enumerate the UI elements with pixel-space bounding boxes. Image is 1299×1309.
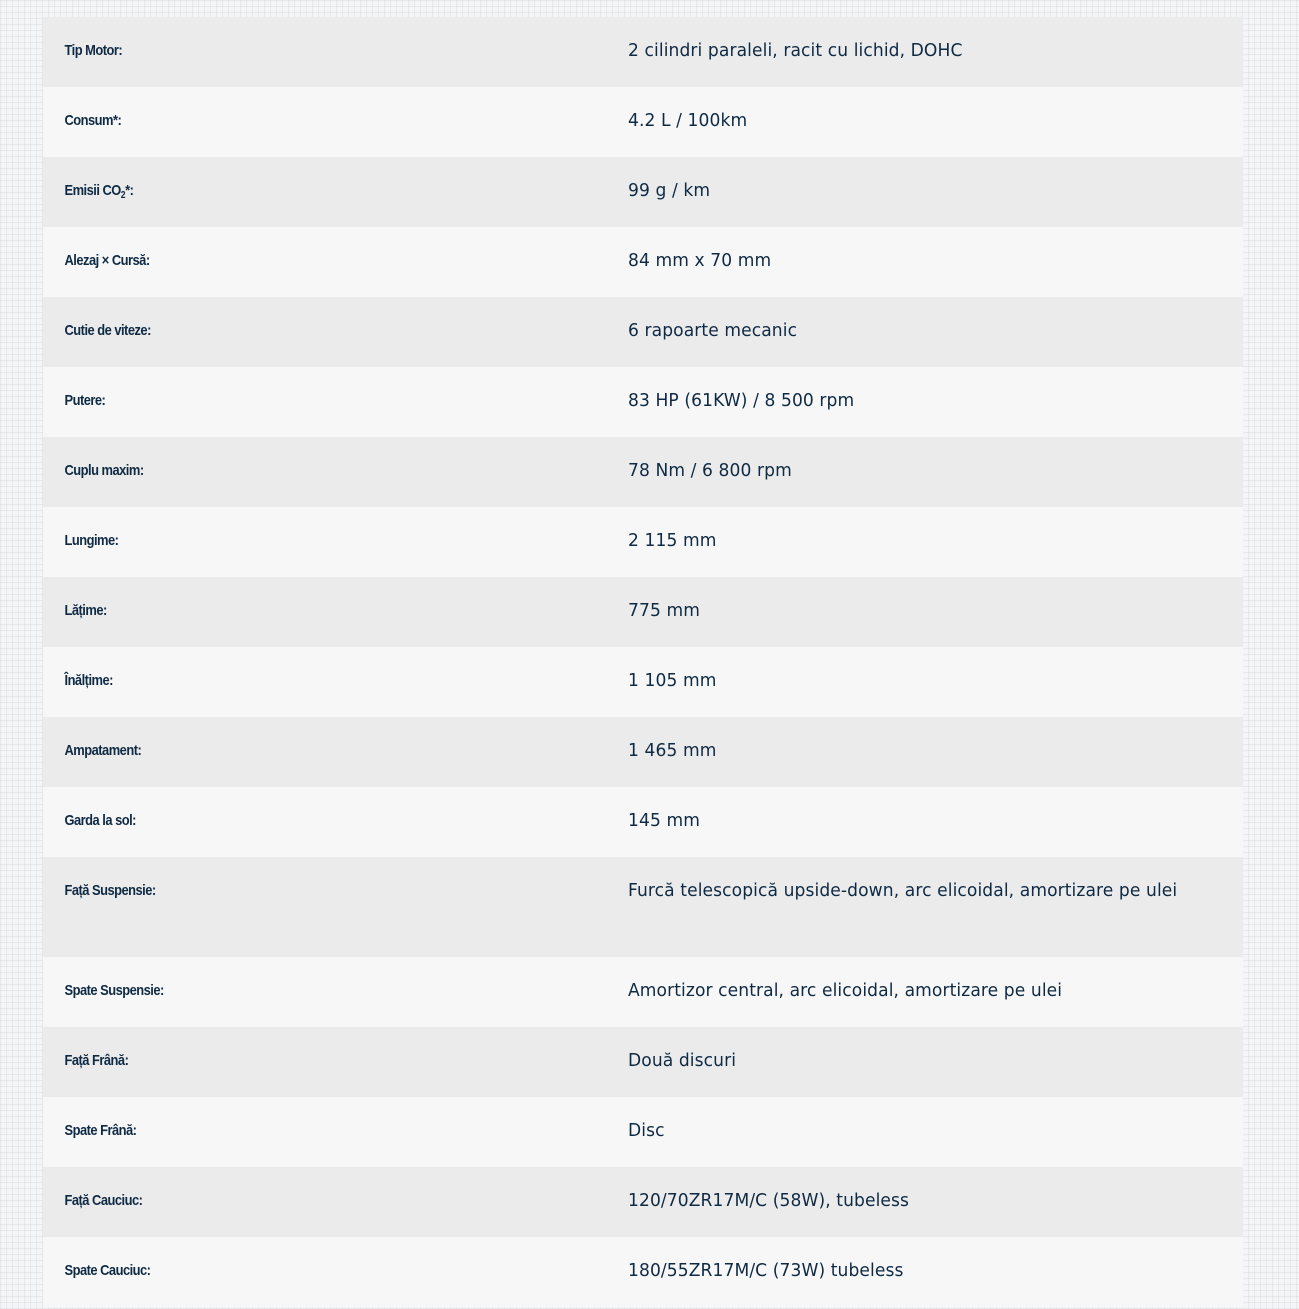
spec-row-wheelbase <box>43 717 1243 787</box>
spec-value: 120/70ZR17M/C (58W), tubeless <box>628 1190 910 1211</box>
spec-value: 180/55ZR17M/C (73W) tubeless <box>628 1260 904 1281</box>
spec-row-width <box>43 577 1243 647</box>
spec-label: Consum*: <box>64 112 122 129</box>
spec-label: Cuplu maxim: <box>64 462 144 479</box>
spec-value: 145 mm <box>628 810 700 831</box>
spec-label-subscript: 2 <box>120 190 126 201</box>
spec-label: Înălțime: <box>64 672 113 689</box>
spec-label: Spate Frână: <box>64 1122 137 1139</box>
spec-value: 99 g / km <box>628 180 711 201</box>
spec-row-rear-suspension <box>43 957 1243 1027</box>
spec-value: 6 rapoarte mecanic <box>628 320 798 341</box>
spec-row-max-torque <box>43 437 1243 507</box>
spec-value: Disc <box>628 1120 665 1141</box>
spec-label: Alezaj × Cursă: <box>64 252 150 269</box>
spec-value: 4.2 L / 100km <box>628 110 748 131</box>
spec-label: Garda la sol: <box>64 812 136 829</box>
spec-value: Amortizor central, arc elicoidal, amortizare pe ulei <box>628 980 1063 1001</box>
spec-label: Spate Cauciuc: <box>64 1262 151 1279</box>
spec-row-length <box>43 507 1243 577</box>
spec-row-bore-stroke <box>43 227 1243 297</box>
spec-row-front-brake <box>43 1027 1243 1097</box>
spec-row-front-suspension <box>43 857 1243 957</box>
spec-row-rear-tire <box>43 1237 1243 1307</box>
spec-row-engine-type <box>43 17 1243 87</box>
spec-value: 775 mm <box>628 600 700 621</box>
spec-label: Ampatament: <box>64 742 142 759</box>
spec-label: Putere: <box>64 392 106 409</box>
specifications-table <box>43 17 1243 1307</box>
spec-row-rear-brake <box>43 1097 1243 1167</box>
spec-label: Lățime: <box>64 602 107 619</box>
spec-label: Față Suspensie: <box>64 882 156 899</box>
spec-value: 2 115 mm <box>628 530 717 551</box>
spec-label: Față Cauciuc: <box>64 1192 143 1209</box>
spec-value: Două discuri <box>628 1050 737 1071</box>
spec-label: Tip Motor: <box>64 42 123 59</box>
spec-row-ground-clearance <box>43 787 1243 857</box>
spec-row-height <box>43 647 1243 717</box>
spec-value: 78 Nm / 6 800 rpm <box>628 460 792 481</box>
spec-row-consumption <box>43 87 1243 157</box>
spec-value: 83 HP (61KW) / 8 500 rpm <box>628 390 855 411</box>
spec-label: Lungime: <box>64 532 119 549</box>
spec-label-text: Emisii CO <box>64 182 121 199</box>
spec-label: Cutie de viteze: <box>64 322 151 339</box>
spec-value: 1 465 mm <box>628 740 717 761</box>
spec-label <box>43 179 546 203</box>
spec-label: Spate Suspensie: <box>64 982 164 999</box>
spec-row-front-tire <box>43 1167 1243 1237</box>
spec-row-co2-emissions <box>43 157 1243 227</box>
spec-value: 84 mm x 70 mm <box>628 250 772 271</box>
spec-value: 1 105 mm <box>628 670 717 691</box>
spec-value: Furcă telescopică upside-down, arc elicoidal, amortizare pe ulei <box>628 880 1178 901</box>
spec-value: 2 cilindri paraleli, racit cu lichid, DOHC <box>628 40 963 61</box>
spec-row-gearbox <box>43 297 1243 367</box>
spec-row-power <box>43 367 1243 437</box>
spec-label: Față Frână: <box>64 1052 129 1069</box>
spec-label-suffix: *: <box>125 182 134 199</box>
